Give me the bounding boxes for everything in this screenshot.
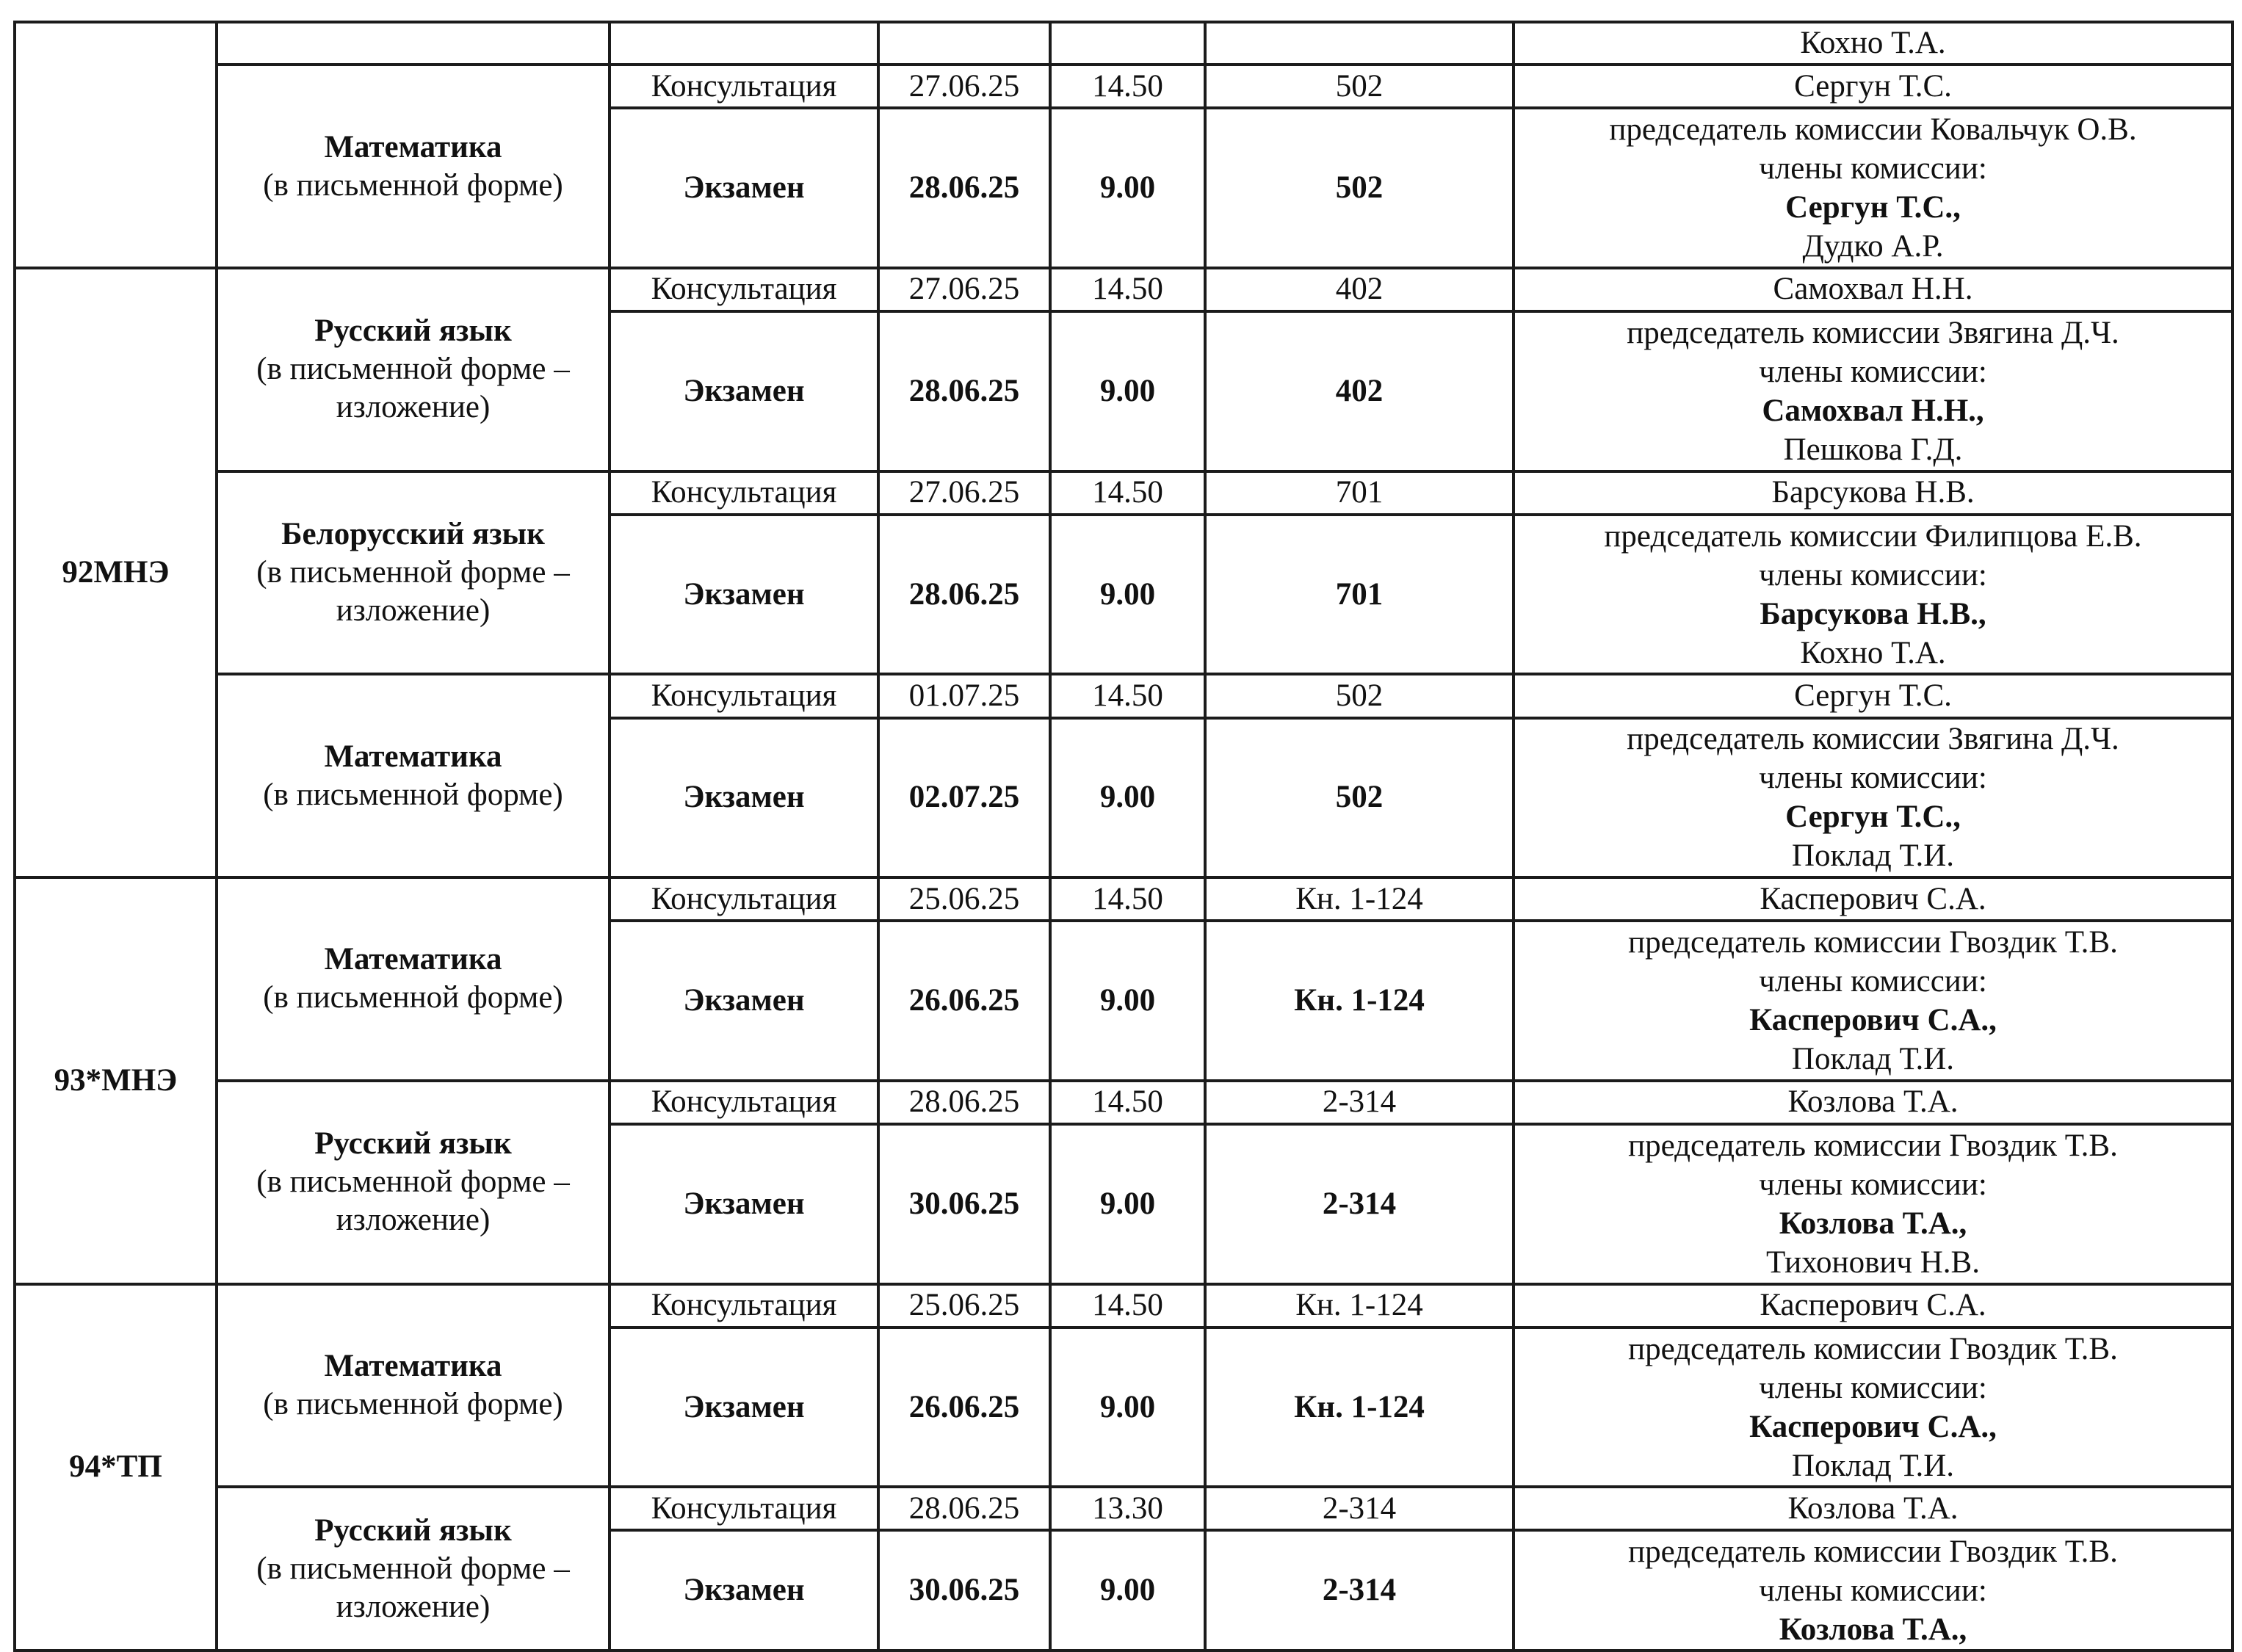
type-cell: Экзамен: [610, 1327, 878, 1488]
examiner-cell: Козлова Т.А.: [1514, 1487, 2232, 1530]
time-cell: 9.00: [1050, 921, 1205, 1081]
room-cell: 402: [1205, 311, 1514, 471]
commission-member: Тихонович Н.В.: [1765, 1245, 1980, 1280]
type-cell: Экзамен: [610, 718, 878, 878]
room-cell: 502: [1205, 65, 1514, 108]
table-row: [15, 268, 2232, 311]
commission-members-label: члены комиссии:: [1759, 1573, 1987, 1608]
time-cell: 9.00: [1050, 718, 1205, 878]
room-cell: Кн. 1-124: [1205, 877, 1514, 921]
commission-member: Кохно Т.А.: [1800, 635, 1946, 670]
time-cell: [1050, 22, 1205, 65]
examiner-cell: Кохно Т.А.: [1514, 22, 2232, 65]
date-cell: 30.06.25: [878, 1124, 1050, 1284]
room-cell: 701: [1205, 515, 1514, 675]
commission-member: Барсукова Н.В.,: [1760, 596, 1986, 631]
examiner-cell: Касперович С.А.: [1514, 1284, 2232, 1327]
commission-chair: председатель комиссии Гвоздик Т.В.: [1628, 1128, 2118, 1163]
time-cell: 14.50: [1050, 1284, 1205, 1327]
date-cell: 26.06.25: [878, 921, 1050, 1081]
type-cell: Консультация: [610, 65, 878, 108]
date-cell: 27.06.25: [878, 65, 1050, 108]
subject-cell: [217, 1487, 610, 1651]
group-cell: 92МНЭ: [15, 268, 217, 877]
time-cell: 9.00: [1050, 1327, 1205, 1488]
examiner-cell: Сергун Т.С.: [1514, 65, 2232, 108]
commission-cell: [1514, 108, 2232, 268]
commission-chair: председатель комиссии Звягина Д.Ч.: [1627, 315, 2119, 350]
room-cell: 701: [1205, 471, 1514, 515]
date-cell: 25.06.25: [878, 1284, 1050, 1327]
time-cell: 9.00: [1050, 515, 1205, 675]
time-cell: 13.30: [1050, 1487, 1205, 1530]
type-cell: Экзамен: [610, 108, 878, 268]
date-cell: 27.06.25: [878, 268, 1050, 311]
commission-member: Пешкова Г.Д.: [1783, 432, 1963, 467]
commission-cell: [1514, 921, 2232, 1081]
time-cell: 14.50: [1050, 268, 1205, 311]
time-cell: 14.50: [1050, 65, 1205, 108]
subject-name: Математика: [324, 942, 502, 977]
subject-name: Белорусский язык: [281, 516, 545, 551]
type-cell: Консультация: [610, 877, 878, 921]
date-cell: 28.06.25: [878, 108, 1050, 268]
subject-form: (в письменной форме – изложение): [256, 554, 570, 628]
commission-cell: [1514, 1124, 2232, 1284]
date-cell: 28.06.25: [878, 1487, 1050, 1530]
commission-member: Козлова Т.А.,: [1779, 1612, 1967, 1647]
commission-member: Касперович С.А.,: [1749, 1409, 1997, 1444]
type-cell: Консультация: [610, 674, 878, 717]
table-row: [15, 1487, 2232, 1530]
commission-cell: [1514, 311, 2232, 471]
commission-chair: председатель комиссии Гвоздик Т.В.: [1628, 925, 2118, 960]
examiner-cell: Барсукова Н.В.: [1514, 471, 2232, 515]
subject-name: Математика: [324, 1348, 502, 1383]
commission-chair: председатель комиссии Гвоздик Т.В.: [1628, 1331, 2118, 1366]
table-row: [15, 1284, 2232, 1327]
group-cell: [15, 22, 217, 268]
room-cell: 402: [1205, 268, 1514, 311]
exam-schedule-table: [13, 21, 2234, 1652]
room-cell: [1205, 22, 1514, 65]
room-cell: 502: [1205, 108, 1514, 268]
date-cell: 28.06.25: [878, 311, 1050, 471]
commission-cell: [1514, 1327, 2232, 1488]
room-cell: 2-314: [1205, 1124, 1514, 1284]
subject-cell: [217, 1081, 610, 1284]
subject-name: Математика: [324, 739, 502, 774]
commission-cell: [1514, 1530, 2232, 1651]
type-cell: Консультация: [610, 268, 878, 311]
table-row: [15, 65, 2232, 108]
room-cell: 2-314: [1205, 1530, 1514, 1651]
table-row: [15, 471, 2232, 515]
time-cell: 14.50: [1050, 674, 1205, 717]
time-cell: 9.00: [1050, 108, 1205, 268]
time-cell: 9.00: [1050, 1530, 1205, 1651]
room-cell: 502: [1205, 674, 1514, 717]
commission-member: Сергун Т.С.,: [1785, 190, 1961, 225]
commission-chair: председатель комиссии Филипцова Е.В.: [1604, 518, 2142, 554]
subject-form: (в письменной форме – изложение): [256, 352, 570, 425]
type-cell: Консультация: [610, 471, 878, 515]
examiner-cell: Касперович С.А.: [1514, 877, 2232, 921]
date-cell: [878, 22, 1050, 65]
subject-name: Математика: [324, 129, 502, 164]
type-cell: Консультация: [610, 1284, 878, 1327]
commission-chair: председатель комиссии Звягина Д.Ч.: [1627, 722, 2119, 757]
examiner-cell: Козлова Т.А.: [1514, 1081, 2232, 1124]
subject-form: (в письменной форме): [263, 980, 563, 1015]
room-cell: 502: [1205, 718, 1514, 878]
commission-chair: председатель комиссии Ковальчук О.В.: [1609, 112, 2137, 148]
date-cell: 26.06.25: [878, 1327, 1050, 1488]
time-cell: 9.00: [1050, 1124, 1205, 1284]
type-cell: [610, 22, 878, 65]
commission-member: Касперович С.А.,: [1749, 1003, 1997, 1038]
date-cell: 02.07.25: [878, 718, 1050, 878]
type-cell: Консультация: [610, 1487, 878, 1530]
subject-form: (в письменной форме): [263, 167, 563, 203]
commission-member: Сергун Т.С.,: [1785, 800, 1961, 835]
subject-cell: [217, 877, 610, 1081]
subject-cell: [217, 674, 610, 877]
date-cell: 27.06.25: [878, 471, 1050, 515]
commission-members-label: члены комиссии:: [1759, 761, 1987, 796]
date-cell: 25.06.25: [878, 877, 1050, 921]
examiner-cell: Самохвал Н.Н.: [1514, 268, 2232, 311]
subject-cell: [217, 65, 610, 268]
group-cell: 94*ТП: [15, 1284, 217, 1651]
room-cell: 2-314: [1205, 1487, 1514, 1530]
commission-member: Самохвал Н.Н.,: [1762, 393, 1984, 428]
commission-chair: председатель комиссии Гвоздик Т.В.: [1628, 1534, 2118, 1569]
subject-form: (в письменной форме – изложение): [256, 1551, 570, 1624]
date-cell: 01.07.25: [878, 674, 1050, 717]
commission-members-label: члены комиссии:: [1759, 151, 1987, 186]
commission-members-label: члены комиссии:: [1759, 1167, 1987, 1202]
commission-member: Поклад Т.И.: [1791, 1042, 1955, 1077]
commission-cell: [1514, 718, 2232, 878]
type-cell: Экзамен: [610, 921, 878, 1081]
type-cell: Экзамен: [610, 1124, 878, 1284]
type-cell: Консультация: [610, 1081, 878, 1124]
subject-cell: [217, 22, 610, 65]
commission-member: Поклад Т.И.: [1791, 838, 1955, 874]
room-cell: Кн. 1-124: [1205, 1284, 1514, 1327]
date-cell: 28.06.25: [878, 515, 1050, 675]
group-cell: 93*МНЭ: [15, 877, 217, 1283]
commission-members-label: члены комиссии:: [1759, 964, 1987, 999]
subject-cell: [217, 1284, 610, 1488]
examiner-cell: Сергун Т.С.: [1514, 674, 2232, 717]
room-cell: Кн. 1-124: [1205, 1327, 1514, 1488]
type-cell: Экзамен: [610, 1530, 878, 1651]
room-cell: Кн. 1-124: [1205, 921, 1514, 1081]
time-cell: 14.50: [1050, 877, 1205, 921]
commission-cell: [1514, 515, 2232, 675]
table-row: [15, 1081, 2232, 1124]
schedule-body: [15, 22, 2232, 1651]
type-cell: Экзамен: [610, 311, 878, 471]
subject-form: (в письменной форме): [263, 777, 563, 812]
subject-name: Русский язык: [314, 314, 512, 349]
subject-name: Русский язык: [314, 1126, 512, 1162]
time-cell: 9.00: [1050, 311, 1205, 471]
date-cell: 28.06.25: [878, 1081, 1050, 1124]
time-cell: 14.50: [1050, 471, 1205, 515]
time-cell: 14.50: [1050, 1081, 1205, 1124]
commission-members-label: члены комиссии:: [1759, 1370, 1987, 1405]
commission-members-label: члены комиссии:: [1759, 557, 1987, 593]
type-cell: Экзамен: [610, 515, 878, 675]
commission-member: Дудко А.Р.: [1802, 229, 1944, 264]
subject-form: (в письменной форме – изложение): [256, 1164, 570, 1238]
room-cell: 2-314: [1205, 1081, 1514, 1124]
table-row: [15, 674, 2232, 717]
subject-form: (в письменной форме): [263, 1386, 563, 1421]
subject-cell: [217, 471, 610, 675]
table-row: [15, 877, 2232, 921]
commission-member: Поклад Т.И.: [1791, 1448, 1955, 1483]
subject-name: Русский язык: [314, 1512, 512, 1548]
commission-member: Козлова Т.А.,: [1779, 1206, 1967, 1241]
subject-cell: [217, 268, 610, 471]
table-row: [15, 22, 2232, 65]
commission-members-label: члены комиссии:: [1759, 354, 1987, 389]
date-cell: 30.06.25: [878, 1530, 1050, 1651]
